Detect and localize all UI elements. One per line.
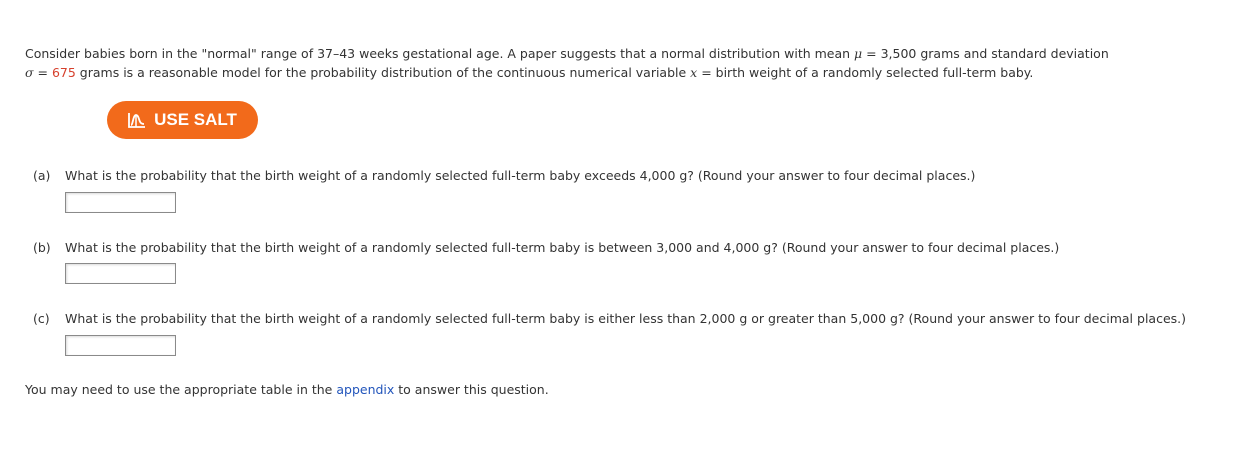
part-c-question: What is the probability that the birth weight of a randomly selected full-term baby is either less than 2,000 g or greater than 5,000 g? (Round your answer to four decimal places.) — [65, 311, 1186, 326]
intro-text-3: grams is a reasonable model for the probability distribution of the continuous numerical variable — [75, 65, 691, 80]
part-c-answer-input[interactable] — [65, 335, 176, 356]
problem-statement — [25, 44, 1225, 82]
part-a-answer-input[interactable] — [65, 192, 176, 213]
mu-symbol: μ — [854, 46, 863, 61]
part-b-question: What is the probability that the birth weight of a randomly selected full-term baby is between 3,000 and 4,000 g? (Round your answer to four decimal places.) — [65, 240, 1060, 255]
appendix-link[interactable]: appendix — [336, 382, 395, 397]
intro-text-4: = birth weight of a randomly selected full-term baby. — [697, 65, 1034, 80]
use-salt-label: USE SALT — [154, 110, 237, 129]
part-a-label: (a) — [33, 168, 51, 183]
intro-text-2: = 3,500 grams and standard deviation — [862, 46, 1109, 61]
footer-text-pre: You may need to use the appropriate table in the — [25, 382, 337, 397]
part-b-label: (b) — [33, 240, 51, 255]
part-a-question: What is the probability that the birth weight of a randomly selected full-term baby exceeds 4,000 g? (Round your answer to four decimal places.) — [65, 168, 976, 183]
sigma-equals: = — [33, 65, 52, 80]
footer-text-post: to answer this question. — [394, 382, 549, 397]
part-c-label: (c) — [33, 311, 50, 326]
intro-text-1: Consider babies born in the "normal" range of 37–43 weeks gestational age. A paper suggests that a normal distribution with mean — [25, 46, 855, 61]
part-b-answer-input[interactable] — [65, 263, 176, 284]
salt-chart-icon — [128, 112, 146, 128]
sigma-symbol: σ — [25, 65, 34, 80]
x-symbol: x — [690, 65, 698, 80]
use-salt-button[interactable] — [107, 101, 258, 139]
appendix-note — [25, 382, 549, 397]
sigma-value: 675 — [51, 65, 76, 80]
